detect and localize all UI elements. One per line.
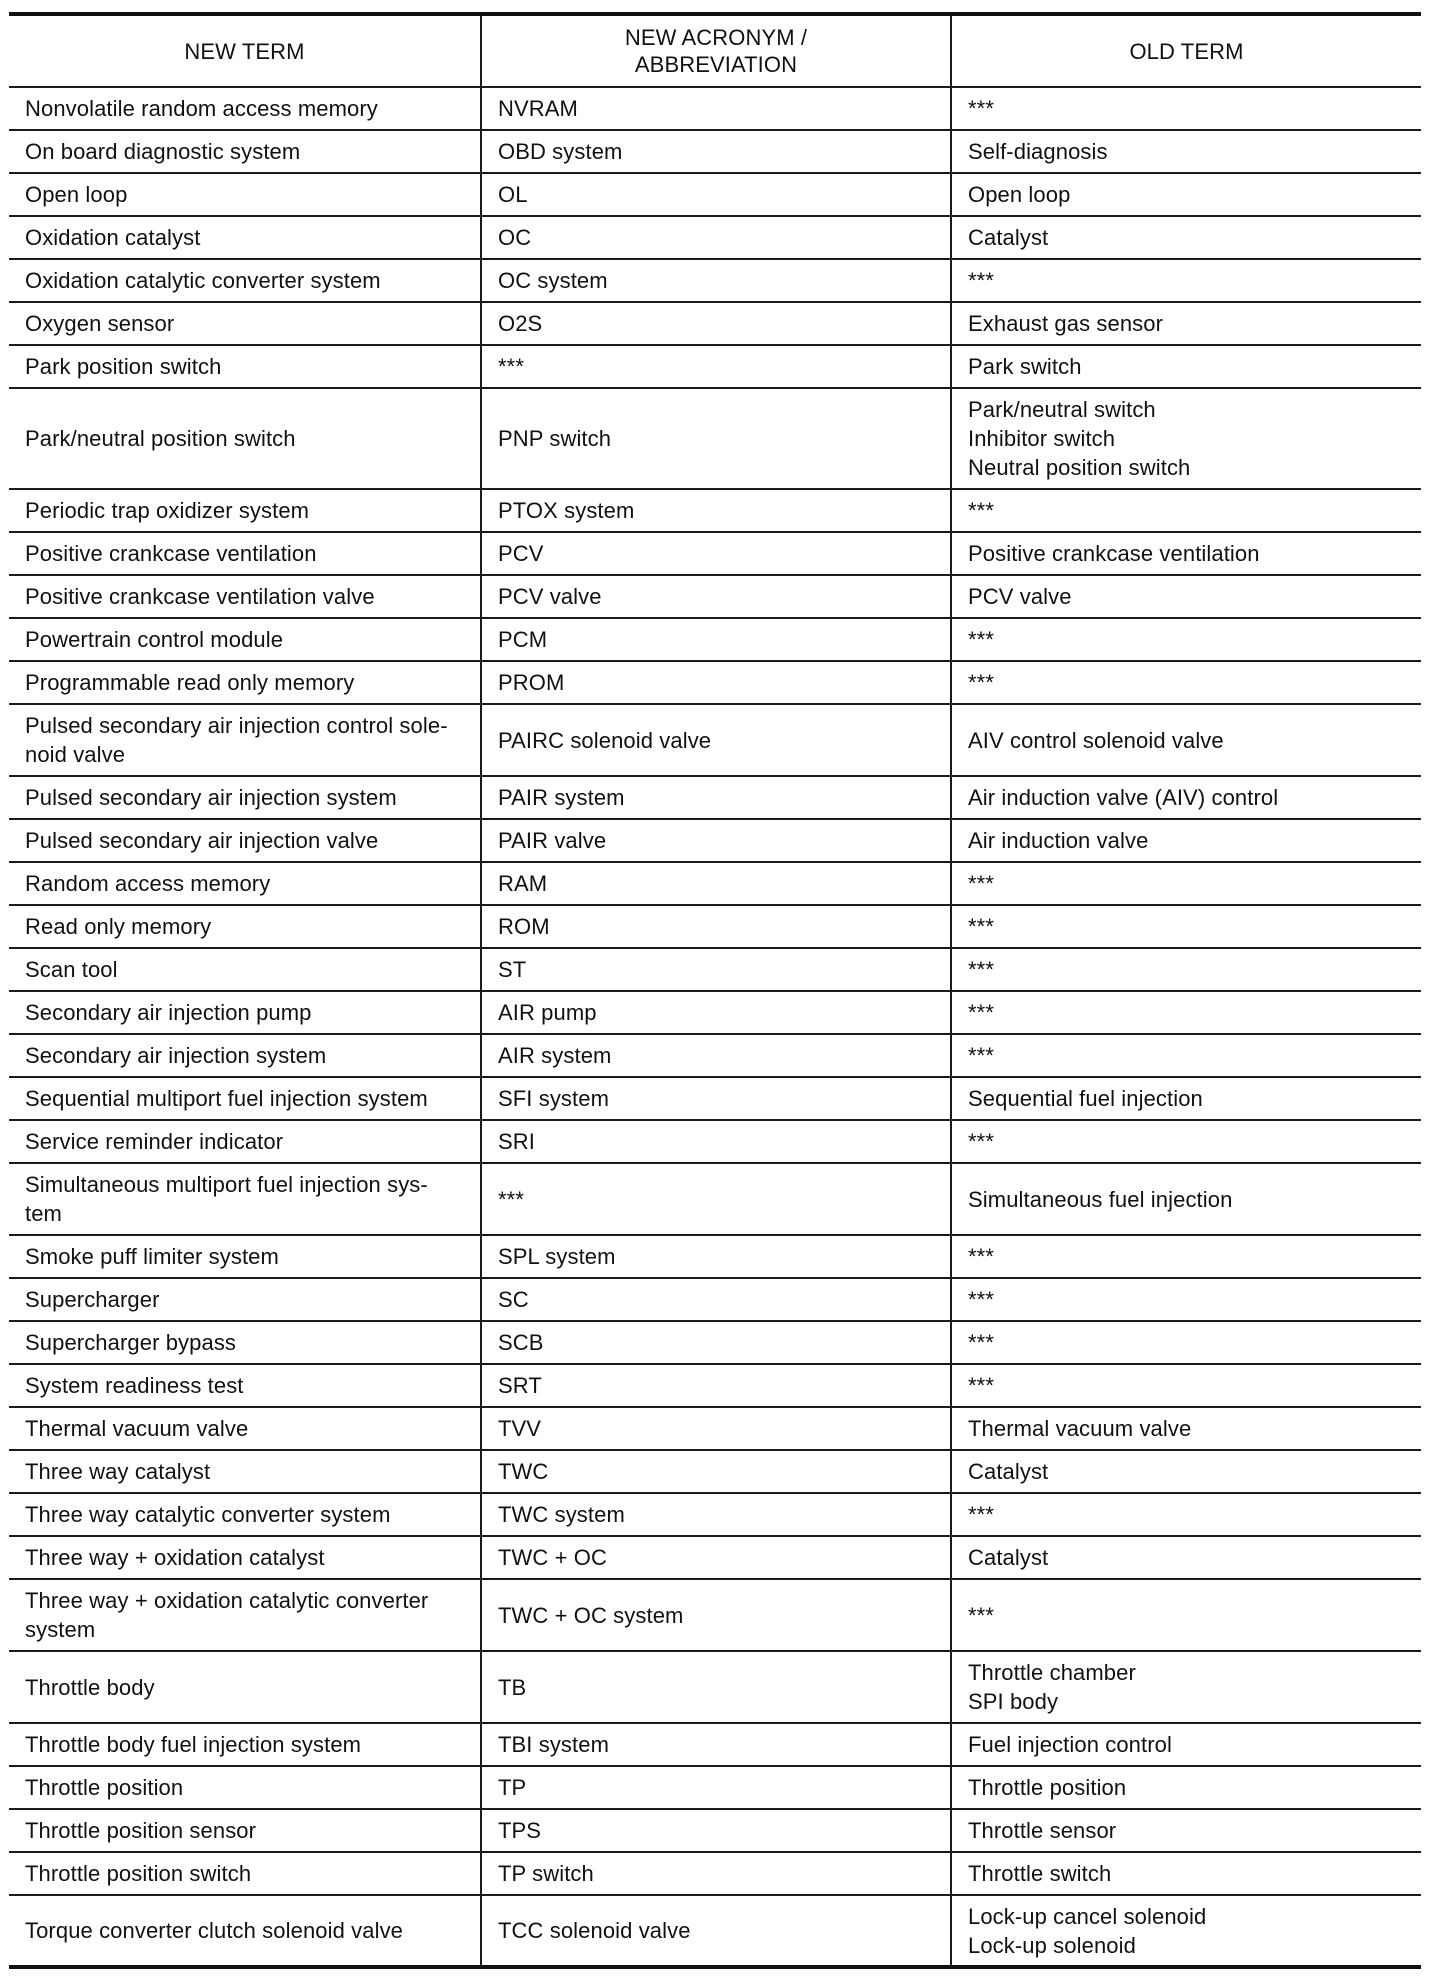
table-row — [9, 1723, 1421, 1766]
cell-old-term: AIV control solenoid valve — [951, 704, 1421, 776]
cell-acronym: TP — [481, 1766, 951, 1809]
cell-new-term: Programmable read only memory — [9, 661, 481, 704]
cell-new-term: Throttle position switch — [9, 1852, 481, 1895]
table-row — [9, 991, 1421, 1034]
cell-acronym: TWC + OC system — [481, 1579, 951, 1651]
cell-new-term: Read only memory — [9, 905, 481, 948]
table-row — [9, 618, 1421, 661]
table-row — [9, 388, 1421, 489]
cell-new-term: Nonvolatile random access memory — [9, 87, 481, 130]
cell-old-term: Park/neutral switch Inhibitor switch Neutral position switch — [951, 388, 1421, 489]
cell-new-term: Smoke puff limiter system — [9, 1235, 481, 1278]
table-row — [9, 1536, 1421, 1579]
cell-new-term: Thermal vacuum valve — [9, 1407, 481, 1450]
cell-acronym: OL — [481, 173, 951, 216]
table-row — [9, 1493, 1421, 1536]
cell-acronym: PCM — [481, 618, 951, 661]
cell-acronym: PCV — [481, 532, 951, 575]
cell-old-term: *** — [951, 1278, 1421, 1321]
cell-new-term: Periodic trap oxidizer system — [9, 489, 481, 532]
cell-new-term: Open loop — [9, 173, 481, 216]
cell-old-term: *** — [951, 489, 1421, 532]
cell-old-term: Exhaust gas sensor — [951, 302, 1421, 345]
cell-old-term: Fuel injection control — [951, 1723, 1421, 1766]
table-row — [9, 302, 1421, 345]
cell-old-term: *** — [951, 1120, 1421, 1163]
cell-acronym: PNP switch — [481, 388, 951, 489]
cell-acronym: TWC + OC — [481, 1536, 951, 1579]
cell-acronym: PAIRC solenoid valve — [481, 704, 951, 776]
cell-new-term: Sequential multiport fuel injection system — [9, 1077, 481, 1120]
table-row — [9, 575, 1421, 618]
cell-old-term: Catalyst — [951, 1536, 1421, 1579]
cell-acronym: *** — [481, 1163, 951, 1235]
table-header-row — [9, 14, 1421, 87]
cell-old-term: Lock-up cancel solenoid Lock-up solenoid — [951, 1895, 1421, 1967]
cell-new-term: Three way catalytic converter system — [9, 1493, 481, 1536]
cell-new-term: Supercharger — [9, 1278, 481, 1321]
cell-old-term: *** — [951, 862, 1421, 905]
cell-acronym: O2S — [481, 302, 951, 345]
cell-new-term: Park/neutral position switch — [9, 388, 481, 489]
cell-acronym: TPS — [481, 1809, 951, 1852]
cell-new-term: Throttle body — [9, 1651, 481, 1723]
cell-new-term: Supercharger bypass — [9, 1321, 481, 1364]
cell-new-term: Scan tool — [9, 948, 481, 991]
cell-old-term: *** — [951, 1321, 1421, 1364]
cell-new-term: Pulsed secondary air injection system — [9, 776, 481, 819]
cell-acronym: SCB — [481, 1321, 951, 1364]
cell-acronym: PTOX system — [481, 489, 951, 532]
cell-new-term: Secondary air injection pump — [9, 991, 481, 1034]
cell-new-term: Powertrain control module — [9, 618, 481, 661]
cell-new-term: Torque converter clutch solenoid valve — [9, 1895, 481, 1967]
table-row — [9, 1163, 1421, 1235]
cell-acronym: OBD system — [481, 130, 951, 173]
cell-old-term: Positive crankcase ventilation — [951, 532, 1421, 575]
table-row — [9, 1077, 1421, 1120]
cell-acronym: TWC — [481, 1450, 951, 1493]
cell-acronym: SPL system — [481, 1235, 951, 1278]
cell-old-term: Park switch — [951, 345, 1421, 388]
cell-acronym: RAM — [481, 862, 951, 905]
table-row — [9, 1766, 1421, 1809]
table-row — [9, 173, 1421, 216]
table-row — [9, 1034, 1421, 1077]
cell-acronym: PROM — [481, 661, 951, 704]
cell-old-term: Catalyst — [951, 216, 1421, 259]
cell-new-term: Oxygen sensor — [9, 302, 481, 345]
cell-acronym: OC system — [481, 259, 951, 302]
cell-acronym: TP switch — [481, 1852, 951, 1895]
table-row — [9, 661, 1421, 704]
cell-old-term: Air induction valve — [951, 819, 1421, 862]
header-new-acronym: NEW ACRONYM / ABBREVIATION — [481, 14, 951, 87]
cell-new-term: Pulsed secondary air injection valve — [9, 819, 481, 862]
cell-acronym: ROM — [481, 905, 951, 948]
cell-acronym: PCV valve — [481, 575, 951, 618]
cell-new-term: Random access memory — [9, 862, 481, 905]
table-row — [9, 776, 1421, 819]
cell-old-term: Throttle sensor — [951, 1809, 1421, 1852]
cell-new-term: Three way + oxidation catalyst — [9, 1536, 481, 1579]
table-row — [9, 1235, 1421, 1278]
cell-new-term: Simultaneous multiport fuel injection sys- tem — [9, 1163, 481, 1235]
table-row — [9, 819, 1421, 862]
cell-old-term: Catalyst — [951, 1450, 1421, 1493]
terms-table-container — [9, 12, 1421, 1969]
cell-new-term: Throttle body fuel injection system — [9, 1723, 481, 1766]
cell-old-term: *** — [951, 87, 1421, 130]
table-row — [9, 1364, 1421, 1407]
table-row — [9, 1651, 1421, 1723]
cell-new-term: System readiness test — [9, 1364, 481, 1407]
cell-old-term: *** — [951, 991, 1421, 1034]
table-row — [9, 345, 1421, 388]
cell-old-term: Sequential fuel injection — [951, 1077, 1421, 1120]
cell-acronym: TVV — [481, 1407, 951, 1450]
cell-old-term: *** — [951, 1034, 1421, 1077]
table-body — [9, 87, 1421, 1967]
cell-acronym: SRI — [481, 1120, 951, 1163]
cell-new-term: Pulsed secondary air injection control sole- noid valve — [9, 704, 481, 776]
cell-acronym: ST — [481, 948, 951, 991]
cell-old-term: *** — [951, 905, 1421, 948]
header-new-term: NEW TERM — [9, 14, 481, 87]
cell-new-term: Oxidation catalyst — [9, 216, 481, 259]
table-row — [9, 1278, 1421, 1321]
cell-new-term: Throttle position — [9, 1766, 481, 1809]
cell-old-term: *** — [951, 661, 1421, 704]
cell-old-term: Air induction valve (AIV) control — [951, 776, 1421, 819]
table-row — [9, 1407, 1421, 1450]
cell-old-term: *** — [951, 948, 1421, 991]
cell-acronym: AIR system — [481, 1034, 951, 1077]
table-row — [9, 87, 1421, 130]
cell-acronym: *** — [481, 345, 951, 388]
cell-new-term: Park position switch — [9, 345, 481, 388]
cell-old-term: Open loop — [951, 173, 1421, 216]
cell-new-term: Positive crankcase ventilation — [9, 532, 481, 575]
cell-new-term: Service reminder indicator — [9, 1120, 481, 1163]
cell-new-term: Positive crankcase ventilation valve — [9, 575, 481, 618]
cell-new-term: On board diagnostic system — [9, 130, 481, 173]
cell-old-term: *** — [951, 1364, 1421, 1407]
cell-old-term: Throttle chamber SPI body — [951, 1651, 1421, 1723]
cell-old-term: *** — [951, 1493, 1421, 1536]
table-row — [9, 1579, 1421, 1651]
cell-old-term: PCV valve — [951, 575, 1421, 618]
cell-old-term: Simultaneous fuel injection — [951, 1163, 1421, 1235]
cell-acronym: TBI system — [481, 1723, 951, 1766]
cell-acronym: PAIR system — [481, 776, 951, 819]
cell-old-term: *** — [951, 1235, 1421, 1278]
table-row — [9, 1852, 1421, 1895]
table-row — [9, 532, 1421, 575]
cell-new-term: Secondary air injection system — [9, 1034, 481, 1077]
table-row — [9, 1450, 1421, 1493]
cell-new-term: Three way catalyst — [9, 1450, 481, 1493]
table-row — [9, 1809, 1421, 1852]
cell-acronym: SFI system — [481, 1077, 951, 1120]
cell-new-term: Oxidation catalytic converter system — [9, 259, 481, 302]
cell-acronym: TWC system — [481, 1493, 951, 1536]
table-row — [9, 1120, 1421, 1163]
cell-acronym: NVRAM — [481, 87, 951, 130]
table-row — [9, 948, 1421, 991]
table-row — [9, 130, 1421, 173]
cell-new-term: Three way + oxidation catalytic converter system — [9, 1579, 481, 1651]
table-row — [9, 704, 1421, 776]
table-row — [9, 862, 1421, 905]
table-row — [9, 259, 1421, 302]
cell-old-term: Thermal vacuum valve — [951, 1407, 1421, 1450]
cell-old-term: Throttle switch — [951, 1852, 1421, 1895]
cell-new-term: Throttle position sensor — [9, 1809, 481, 1852]
cell-acronym: PAIR valve — [481, 819, 951, 862]
header-old-term: OLD TERM — [951, 14, 1421, 87]
cell-acronym: AIR pump — [481, 991, 951, 1034]
table-row — [9, 905, 1421, 948]
cell-old-term: *** — [951, 259, 1421, 302]
cell-old-term: Throttle position — [951, 1766, 1421, 1809]
table-row — [9, 1895, 1421, 1967]
cell-acronym: OC — [481, 216, 951, 259]
cell-acronym: SRT — [481, 1364, 951, 1407]
cell-acronym: TB — [481, 1651, 951, 1723]
cell-old-term: *** — [951, 1579, 1421, 1651]
terms-table — [9, 12, 1421, 1969]
cell-old-term: Self-diagnosis — [951, 130, 1421, 173]
table-row — [9, 216, 1421, 259]
table-row — [9, 489, 1421, 532]
table-row — [9, 1321, 1421, 1364]
cell-acronym: TCC solenoid valve — [481, 1895, 951, 1967]
cell-old-term: *** — [951, 618, 1421, 661]
cell-acronym: SC — [481, 1278, 951, 1321]
